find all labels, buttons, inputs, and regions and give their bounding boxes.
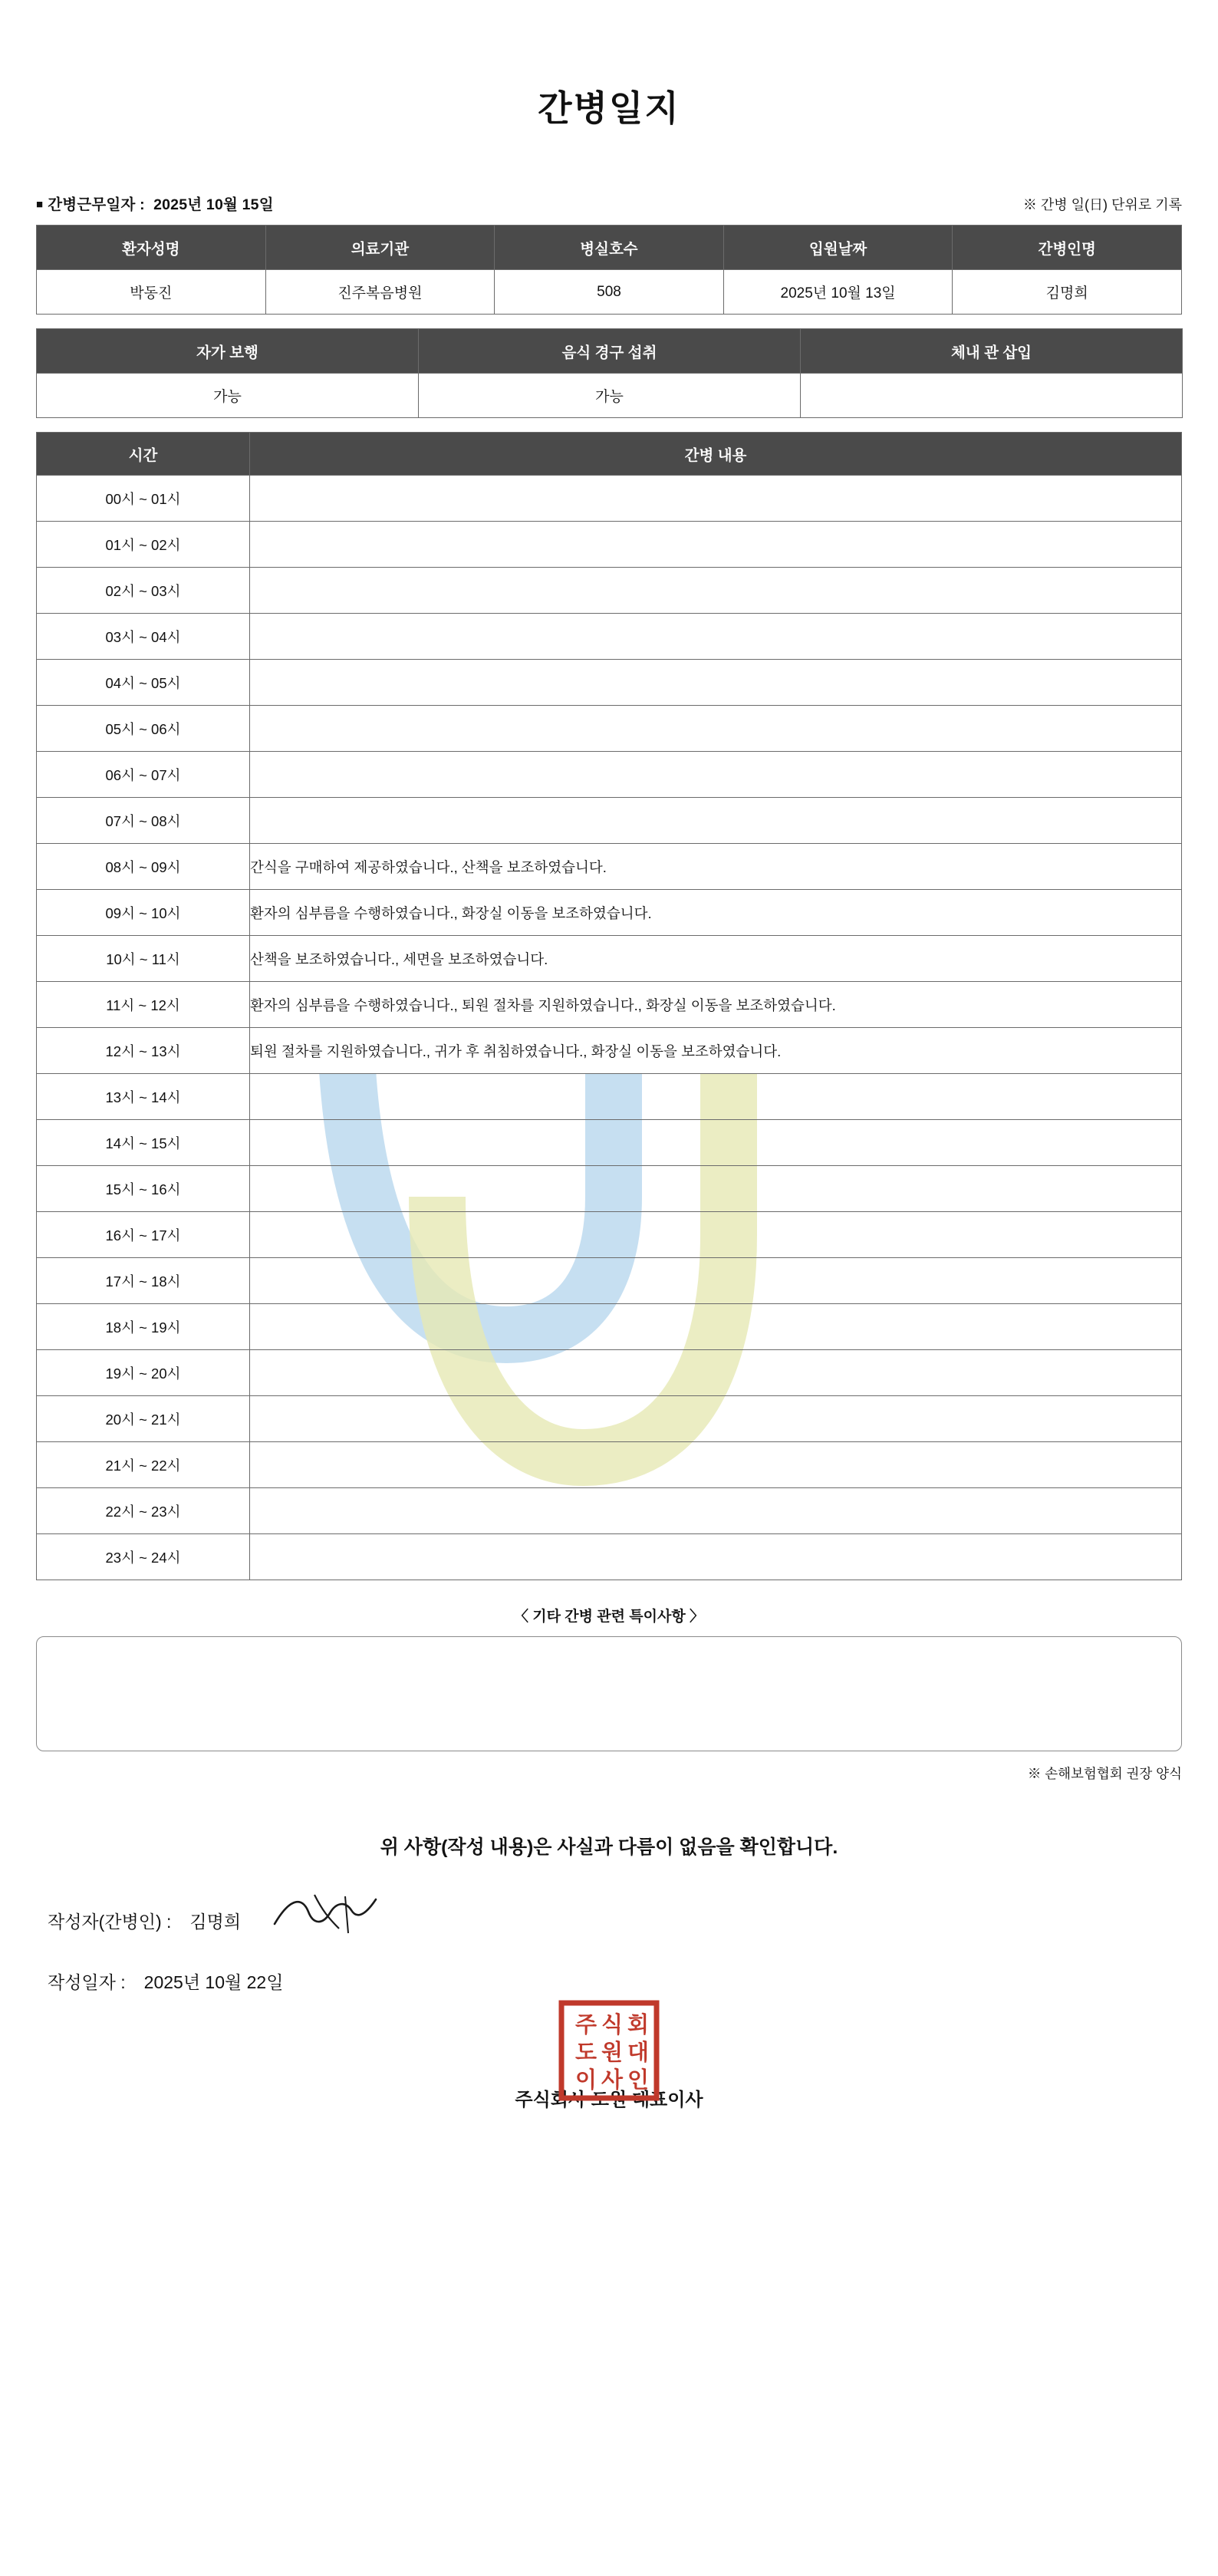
care-content-cell[interactable] bbox=[250, 1488, 1182, 1534]
time-slot-label: 16시 ~ 17시 bbox=[37, 1212, 250, 1258]
value-hospital: 진주복음병원 bbox=[265, 270, 495, 315]
table-header-row bbox=[37, 433, 1182, 476]
table-row bbox=[37, 1212, 1182, 1258]
care-content-cell[interactable] bbox=[250, 1396, 1182, 1442]
page-title: 간병일지 bbox=[538, 88, 680, 128]
time-slot-label: 04시 ~ 05시 bbox=[37, 660, 250, 706]
col-header-patient-name: 환자성명 bbox=[37, 226, 266, 270]
work-date bbox=[36, 193, 274, 214]
meta-row bbox=[36, 193, 1182, 214]
time-slot-label: 22시 ~ 23시 bbox=[37, 1488, 250, 1534]
bullet-square-icon: ■ bbox=[36, 198, 44, 211]
table-row bbox=[37, 522, 1182, 568]
company-line bbox=[0, 2013, 1218, 2111]
time-slot-label: 05시 ~ 06시 bbox=[37, 706, 250, 752]
table-row bbox=[37, 1488, 1182, 1534]
work-date-label: 간병근무일자 : bbox=[48, 196, 145, 213]
time-slot-label: 06시 ~ 07시 bbox=[37, 752, 250, 798]
value-self-walking: 가능 bbox=[37, 374, 419, 418]
time-slot-label: 11시 ~ 12시 bbox=[37, 982, 250, 1028]
col-header-caregiver-name: 간병인명 bbox=[953, 226, 1182, 270]
col-header-care-content: 간병 내용 bbox=[250, 433, 1182, 476]
care-log-table bbox=[36, 432, 1182, 1580]
work-date-value: 2025년 10월 15일 bbox=[153, 196, 274, 213]
value-oral-intake: 가능 bbox=[419, 374, 801, 418]
svg-text:식: 식 bbox=[601, 2013, 624, 2037]
care-content-cell[interactable] bbox=[250, 1074, 1182, 1120]
writer-value: 김명희 bbox=[189, 1911, 242, 1932]
time-slot-label: 00시 ~ 01시 bbox=[37, 476, 250, 522]
table-row bbox=[37, 1534, 1182, 1580]
col-header-admission-date: 입원날짜 bbox=[723, 226, 953, 270]
time-slot-label: 15시 ~ 16시 bbox=[37, 1166, 250, 1212]
table-header-row bbox=[37, 329, 1183, 374]
table-header-row bbox=[37, 226, 1182, 270]
signature-scribble-icon bbox=[268, 1890, 384, 1941]
notes-title: 〈 기타 간병 관련 특이사항 〉 bbox=[514, 1609, 704, 1625]
care-content-cell[interactable] bbox=[250, 706, 1182, 752]
col-header-tube-insertion: 체내 관 삽입 bbox=[801, 329, 1183, 374]
time-slot-label: 01시 ~ 02시 bbox=[37, 522, 250, 568]
table-row bbox=[37, 706, 1182, 752]
notes-input[interactable] bbox=[36, 1636, 1182, 1751]
care-content-cell[interactable]: 환자의 심부름을 수행하였습니다., 화장실 이동을 보조하였습니다. bbox=[250, 890, 1182, 936]
table-row bbox=[37, 1074, 1182, 1120]
time-slot-label: 03시 ~ 04시 bbox=[37, 614, 250, 660]
col-header-oral-intake: 음식 경구 섭취 bbox=[419, 329, 801, 374]
table-row bbox=[37, 374, 1183, 418]
care-content-cell[interactable] bbox=[250, 476, 1182, 522]
care-content-cell[interactable]: 퇴원 절차를 지원하였습니다., 귀가 후 취침하였습니다., 화장실 이동을 보조하였습니다. bbox=[250, 1028, 1182, 1074]
signature-block bbox=[48, 1895, 1218, 1994]
time-slot-label: 21시 ~ 22시 bbox=[37, 1442, 250, 1488]
time-slot-label: 02시 ~ 03시 bbox=[37, 568, 250, 614]
svg-text:대: 대 bbox=[627, 2041, 650, 2065]
time-slot-label: 09시 ~ 10시 bbox=[37, 890, 250, 936]
table-row bbox=[37, 936, 1182, 982]
time-slot-label: 23시 ~ 24시 bbox=[37, 1534, 250, 1580]
value-room: 508 bbox=[495, 270, 724, 315]
company-text: 주식회사 도원 대표이사 bbox=[515, 2090, 703, 2110]
svg-text:인: 인 bbox=[627, 2068, 650, 2093]
time-slot-label: 14시 ~ 15시 bbox=[37, 1120, 250, 1166]
care-content-cell[interactable]: 산책을 보조하였습니다., 세면을 보조하였습니다. bbox=[250, 936, 1182, 982]
time-slot-label: 18시 ~ 19시 bbox=[37, 1304, 250, 1350]
care-content-cell[interactable] bbox=[250, 522, 1182, 568]
value-patient-name: 박동진 bbox=[37, 270, 266, 315]
form-source-note: ※ 손해보험협회 권장 양식 bbox=[1027, 1766, 1182, 1781]
time-slot-label: 07시 ~ 08시 bbox=[37, 798, 250, 844]
date-value: 2025년 10월 22일 bbox=[143, 1972, 284, 1992]
col-header-room: 병실호수 bbox=[495, 226, 724, 270]
value-caregiver-name: 김명희 bbox=[953, 270, 1182, 315]
table-row bbox=[37, 1396, 1182, 1442]
care-content-cell[interactable] bbox=[250, 1442, 1182, 1488]
writer-line bbox=[48, 1895, 1218, 1945]
time-slot-label: 10시 ~ 11시 bbox=[37, 936, 250, 982]
time-slot-label: 08시 ~ 09시 bbox=[37, 844, 250, 890]
care-content-cell[interactable] bbox=[250, 614, 1182, 660]
table-row bbox=[37, 890, 1182, 936]
value-tube-insertion bbox=[801, 374, 1183, 418]
table-row bbox=[37, 660, 1182, 706]
svg-text:주: 주 bbox=[574, 2013, 597, 2037]
company-seal-stamp-icon bbox=[558, 2000, 660, 2101]
care-content-cell[interactable] bbox=[250, 568, 1182, 614]
time-slot-label: 12시 ~ 13시 bbox=[37, 1028, 250, 1074]
status-table bbox=[36, 328, 1183, 418]
care-content-cell[interactable] bbox=[250, 1120, 1182, 1166]
table-row bbox=[37, 798, 1182, 844]
svg-text:사: 사 bbox=[601, 2068, 624, 2093]
care-content-cell[interactable] bbox=[250, 1212, 1182, 1258]
table-row bbox=[37, 844, 1182, 890]
care-content-cell[interactable] bbox=[250, 798, 1182, 844]
table-row bbox=[37, 1350, 1182, 1396]
patient-info-table bbox=[36, 225, 1182, 315]
writer-label: 작성자(간병인) : bbox=[48, 1911, 172, 1932]
care-content-cell[interactable] bbox=[250, 660, 1182, 706]
time-slot-label: 13시 ~ 14시 bbox=[37, 1074, 250, 1120]
svg-text:이: 이 bbox=[574, 2068, 597, 2093]
table-row bbox=[37, 1166, 1182, 1212]
date-label: 작성일자 : bbox=[48, 1972, 126, 1992]
table-row bbox=[37, 752, 1182, 798]
table-row bbox=[37, 614, 1182, 660]
table-row bbox=[37, 1304, 1182, 1350]
svg-text:도: 도 bbox=[574, 2041, 597, 2065]
table-row bbox=[37, 1258, 1182, 1304]
confirmation-text: 위 사항(작성 내용)은 사실과 다름이 없음을 확인합니다. bbox=[380, 1836, 838, 1858]
time-slot-label: 19시 ~ 20시 bbox=[37, 1350, 250, 1396]
care-content-cell[interactable]: 환자의 심부름을 수행하였습니다., 퇴원 절차를 지원하였습니다., 화장실 이동을 보조하였습니다. bbox=[250, 982, 1182, 1028]
care-content-cell[interactable] bbox=[250, 1166, 1182, 1212]
svg-text:회: 회 bbox=[627, 2013, 650, 2037]
col-header-self-walking: 자가 보행 bbox=[37, 329, 419, 374]
svg-text:원: 원 bbox=[601, 2041, 624, 2065]
time-slot-label: 20시 ~ 21시 bbox=[37, 1396, 250, 1442]
care-content-cell[interactable]: 간식을 구매하여 제공하였습니다., 산책을 보조하였습니다. bbox=[250, 844, 1182, 890]
col-header-hospital: 의료기관 bbox=[265, 226, 495, 270]
care-content-cell[interactable] bbox=[250, 1534, 1182, 1580]
care-content-cell[interactable] bbox=[250, 1258, 1182, 1304]
date-line bbox=[48, 1968, 1218, 1994]
care-content-cell[interactable] bbox=[250, 1350, 1182, 1396]
time-slot-label: 17시 ~ 18시 bbox=[37, 1258, 250, 1304]
col-header-time: 시간 bbox=[37, 433, 250, 476]
table-row bbox=[37, 982, 1182, 1028]
table-row bbox=[37, 1120, 1182, 1166]
value-admission-date: 2025년 10월 13일 bbox=[723, 270, 953, 315]
table-row bbox=[37, 1028, 1182, 1074]
care-log-body bbox=[37, 476, 1182, 1580]
table-row bbox=[37, 270, 1182, 315]
table-row bbox=[37, 568, 1182, 614]
care-content-cell[interactable] bbox=[250, 752, 1182, 798]
unit-note: ※ 간병 일(日) 단위로 기록 bbox=[1022, 197, 1182, 212]
table-row bbox=[37, 1442, 1182, 1488]
care-content-cell[interactable] bbox=[250, 1304, 1182, 1350]
table-row bbox=[37, 476, 1182, 522]
